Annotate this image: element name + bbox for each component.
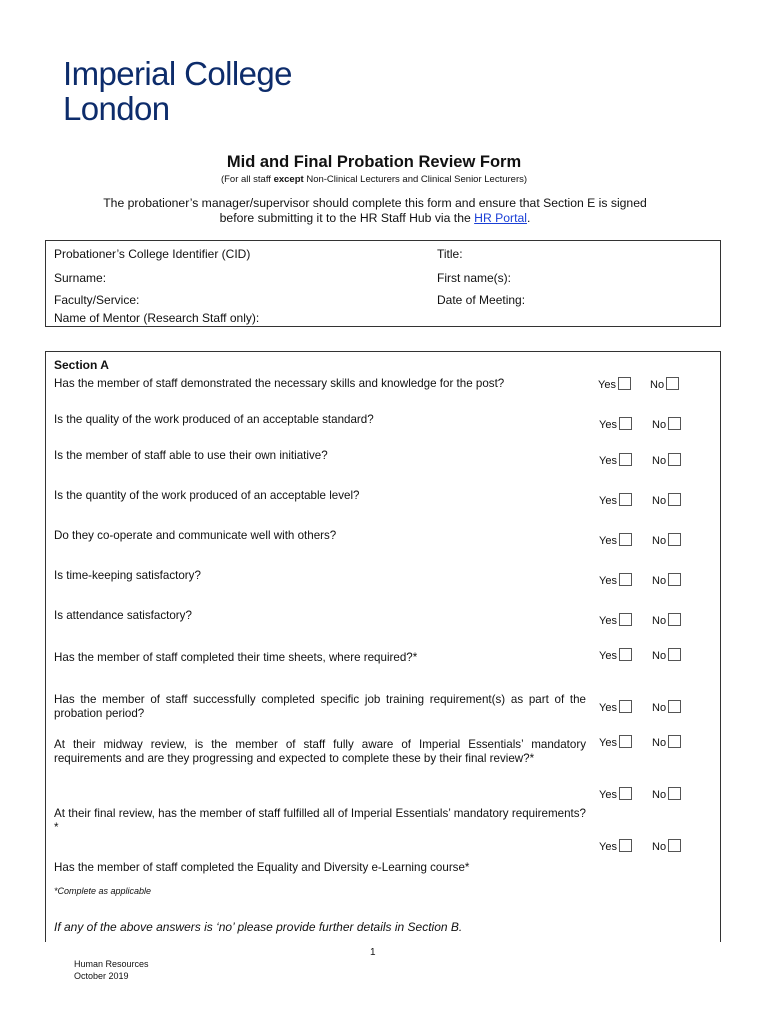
first-name-label: First name(s):	[437, 271, 512, 285]
q3-no[interactable]: No	[652, 453, 681, 467]
q9-yes-checkbox[interactable]	[619, 700, 632, 713]
q12-yes[interactable]: Yes	[599, 839, 632, 853]
q2-yes-checkbox[interactable]	[619, 417, 632, 430]
question-2: Is the quality of the work produced of an acceptable standard?	[54, 413, 374, 426]
question-11: At their final review, has the member of staff fulfilled all of Imperial Essentials’ mandatory requirements?*	[54, 807, 586, 834]
q11-no[interactable]: No	[652, 787, 681, 801]
q4-no-checkbox[interactable]	[668, 493, 681, 506]
q2-no[interactable]: No	[652, 417, 681, 431]
question-10: At their midway review, is the member of staff fully aware of Imperial Essentials’ mandatory requirements and are they progressing and expected to complete these by their final review?*	[54, 738, 586, 765]
q10-no-checkbox[interactable]	[668, 735, 681, 748]
question-1: Has the member of staff demonstrated the necessary skills and knowledge for the post?	[54, 377, 505, 390]
q5-yes[interactable]: Yes	[599, 533, 632, 547]
q6-yes-checkbox[interactable]	[619, 573, 632, 586]
question-3: Is the member of staff able to use their own initiative?	[54, 449, 328, 462]
q1-yes[interactable]: Yes	[598, 377, 631, 391]
footer-department: Human Resources	[74, 959, 149, 969]
question-5: Do they co-operate and communicate well with others?	[54, 529, 337, 542]
hr-portal-link[interactable]: HR Portal	[474, 211, 527, 225]
q1-yes-checkbox[interactable]	[618, 377, 631, 390]
q11-yes[interactable]: Yes	[599, 787, 632, 801]
q12-no[interactable]: No	[652, 839, 681, 853]
complete-as-applicable-note: *Complete as applicable	[54, 886, 152, 896]
question-8: Has the member of staff completed their time sheets, where required?*	[54, 651, 418, 664]
imperial-college-logo	[63, 56, 292, 126]
q9-no-checkbox[interactable]	[668, 700, 681, 713]
page-number: 1	[370, 947, 376, 958]
section-a-box	[45, 351, 721, 942]
q1-no[interactable]: No	[650, 377, 679, 391]
q10-no[interactable]: No	[652, 735, 681, 749]
q4-yes-checkbox[interactable]	[619, 493, 632, 506]
q3-yes-checkbox[interactable]	[619, 453, 632, 466]
q7-yes[interactable]: Yes	[599, 613, 632, 627]
q3-yes[interactable]: Yes	[599, 453, 632, 467]
mentor-label: Name of Mentor (Research Staff only):	[54, 311, 260, 325]
q8-no-checkbox[interactable]	[668, 648, 681, 661]
q8-no[interactable]: No	[652, 648, 681, 662]
q5-yes-checkbox[interactable]	[619, 533, 632, 546]
q7-no[interactable]: No	[652, 613, 681, 627]
section-a-followup: If any of the above answers is ‘no’ please provide further details in Section B.	[54, 920, 463, 934]
q5-no-checkbox[interactable]	[668, 533, 681, 546]
q9-no[interactable]: No	[652, 700, 681, 714]
logo-line-1: Imperial College	[63, 55, 292, 92]
form-subtitle: (For all staff except Non-Clinical Lecturers and Clinical Senior Lecturers)	[220, 174, 528, 185]
title-label: Title:	[437, 247, 463, 261]
q8-yes[interactable]: Yes	[599, 648, 632, 662]
footer-date: October 2019	[74, 971, 129, 981]
q7-yes-checkbox[interactable]	[619, 613, 632, 626]
q2-no-checkbox[interactable]	[668, 417, 681, 430]
q11-yes-checkbox[interactable]	[619, 787, 632, 800]
surname-label: Surname:	[54, 271, 107, 285]
logo-line-2: London	[63, 90, 170, 127]
q2-yes[interactable]: Yes	[599, 417, 632, 431]
q8-yes-checkbox[interactable]	[619, 648, 632, 661]
q12-no-checkbox[interactable]	[668, 839, 681, 852]
q7-no-checkbox[interactable]	[668, 613, 681, 626]
q10-yes-checkbox[interactable]	[619, 735, 632, 748]
question-4: Is the quantity of the work produced of an acceptable level?	[54, 489, 360, 502]
q4-no[interactable]: No	[652, 493, 681, 507]
q11-no-checkbox[interactable]	[668, 787, 681, 800]
cid-label: Probationer’s College Identifier (CID)	[54, 247, 251, 261]
intro-text: The probationer’s manager/supervisor should complete this form and ensure that Section E is signed before submitting it to the HR Staff Hub via the HR Portal.	[103, 196, 647, 225]
q10-yes[interactable]: Yes	[599, 735, 632, 749]
q12-yes-checkbox[interactable]	[619, 839, 632, 852]
q6-no-checkbox[interactable]	[668, 573, 681, 586]
q4-yes[interactable]: Yes	[599, 493, 632, 507]
question-6: Is time-keeping satisfactory?	[54, 569, 201, 582]
question-9: Has the member of staff successfully completed specific job training requirement(s) as part of the probation period?	[54, 693, 586, 720]
q6-yes[interactable]: Yes	[599, 573, 632, 587]
q6-no[interactable]: No	[652, 573, 681, 587]
section-a-heading: Section A	[54, 358, 109, 372]
q5-no[interactable]: No	[652, 533, 681, 547]
q9-yes[interactable]: Yes	[599, 700, 632, 714]
date-of-meeting-label: Date of Meeting:	[437, 293, 526, 307]
question-12: Has the member of staff completed the Equality and Diversity e-Learning course*	[54, 861, 470, 874]
faculty-label: Faculty/Service:	[54, 293, 140, 307]
q1-no-checkbox[interactable]	[666, 377, 679, 390]
form-title: Mid and Final Probation Review Form	[226, 153, 522, 171]
q3-no-checkbox[interactable]	[668, 453, 681, 466]
question-7: Is attendance satisfactory?	[54, 609, 192, 622]
